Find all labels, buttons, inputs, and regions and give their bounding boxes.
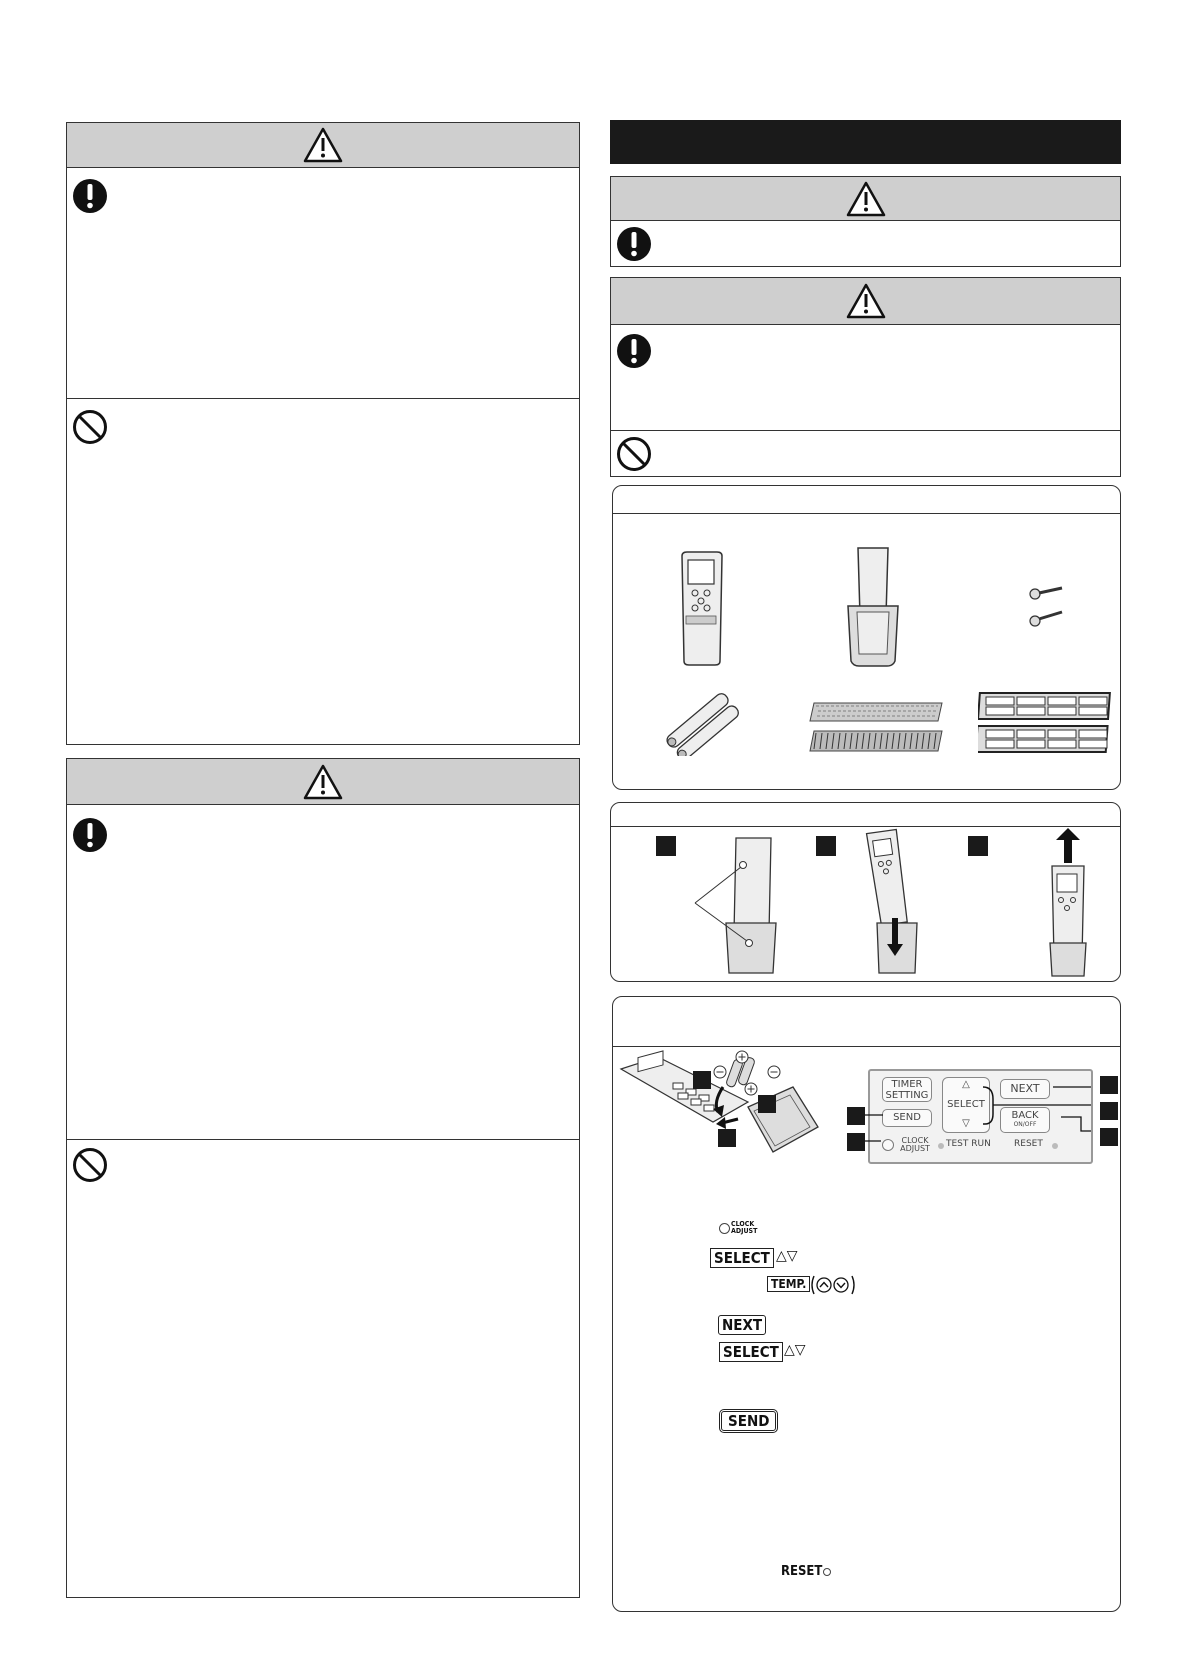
panel-step-marker-e [1100, 1128, 1118, 1146]
step-2-marker [816, 836, 836, 856]
divider [67, 398, 579, 399]
battery-clock-setting-box [612, 996, 1121, 1612]
next-key-icon: NEXT [718, 1315, 766, 1335]
temp-up-down-buttons-icon [809, 1274, 857, 1296]
air-filter-frames-illustration [978, 691, 1113, 756]
battery-minus-sign [713, 1065, 727, 1079]
panel-step-marker-b [847, 1133, 865, 1151]
exclamation-circle-icon [72, 178, 108, 214]
select-up-arrow-icon: △ [962, 1079, 970, 1090]
next-button[interactable]: NEXT [1000, 1079, 1050, 1099]
warning-triangle-icon [845, 180, 887, 218]
select-down-arrow-icon: ▽ [962, 1118, 970, 1129]
temp-key-icon: TEMP. [767, 1276, 810, 1292]
callout-lines [843, 1069, 1122, 1164]
up-down-arrows-icon-2: △▽ [784, 1342, 806, 1358]
holder-wall-mount-illustration [691, 833, 781, 978]
clock-adjust-icon-label: CLOCK ADJUST [731, 1220, 758, 1235]
clock-adjust-icon [719, 1223, 730, 1234]
right-warning-box-1 [610, 176, 1121, 267]
timer-setting-button[interactable]: TIMER SETTING [882, 1077, 932, 1102]
accessories-box [612, 485, 1121, 790]
send-key-icon: SEND [719, 1409, 778, 1433]
exclamation-circle-icon [616, 333, 652, 369]
panel-step-marker-c [1100, 1076, 1118, 1094]
step-1-marker [656, 836, 676, 856]
warning-triangle-icon [845, 282, 887, 320]
test-run-label: TEST RUN [946, 1139, 991, 1149]
holder-installation-box [610, 802, 1121, 982]
select-key-icon-2: SELECT [719, 1342, 783, 1362]
warning-triangle-icon [302, 126, 344, 164]
select-key-icon: SELECT [710, 1248, 774, 1268]
section-title-bar [610, 120, 1121, 164]
battery-step-2-marker [758, 1095, 776, 1113]
box-header-divider [613, 513, 1120, 514]
box-header-divider [611, 826, 1120, 827]
up-down-arrows-icon: △▽ [776, 1248, 798, 1264]
exclamation-circle-icon [72, 817, 108, 853]
right-warning-box-2 [610, 277, 1121, 477]
prohibition-circle-icon [72, 409, 108, 445]
warning-header [611, 278, 1120, 325]
divider [67, 1139, 579, 1140]
remote-holder-illustration [843, 546, 903, 668]
exclamation-circle-icon [616, 226, 652, 262]
left-warning-box-1 [66, 122, 580, 745]
warning-header [611, 177, 1120, 221]
prohibition-circle-icon [72, 1147, 108, 1183]
reset-label: RESET [1014, 1139, 1043, 1149]
step-3-marker [968, 836, 988, 856]
warning-triangle-icon [302, 763, 344, 801]
air-cleaning-filters-illustration [808, 701, 943, 756]
select-label: SELECT [947, 1099, 985, 1110]
prohibition-circle-icon [616, 436, 652, 472]
left-warning-box-2 [66, 758, 580, 1598]
send-button[interactable]: SEND [882, 1109, 932, 1127]
remote-remove-illustration [1046, 828, 1091, 978]
on-off-label: ON/OFF [1013, 1121, 1037, 1128]
reset-key-circle-icon [823, 1568, 831, 1576]
warning-header [67, 123, 579, 168]
clock-adjust-label: CLOCK ADJUST [900, 1136, 930, 1153]
battery-minus-sign [767, 1065, 781, 1079]
screws-illustration [1028, 586, 1068, 636]
battery-step-3-marker [718, 1129, 736, 1147]
battery-plus-sign [744, 1082, 758, 1096]
remote-control-illustration [678, 551, 726, 666]
divider [611, 430, 1120, 431]
battery-step-1-marker [693, 1071, 711, 1089]
panel-step-marker-d [1100, 1102, 1118, 1120]
warning-header [67, 759, 579, 805]
reset-key-label: RESET [781, 1564, 823, 1579]
remote-insert-illustration [861, 828, 931, 978]
back-label: BACK [1011, 1110, 1039, 1121]
panel-step-marker-a [847, 1107, 865, 1125]
battery-plus-sign [735, 1050, 749, 1064]
batteries-illustration [658, 691, 748, 756]
